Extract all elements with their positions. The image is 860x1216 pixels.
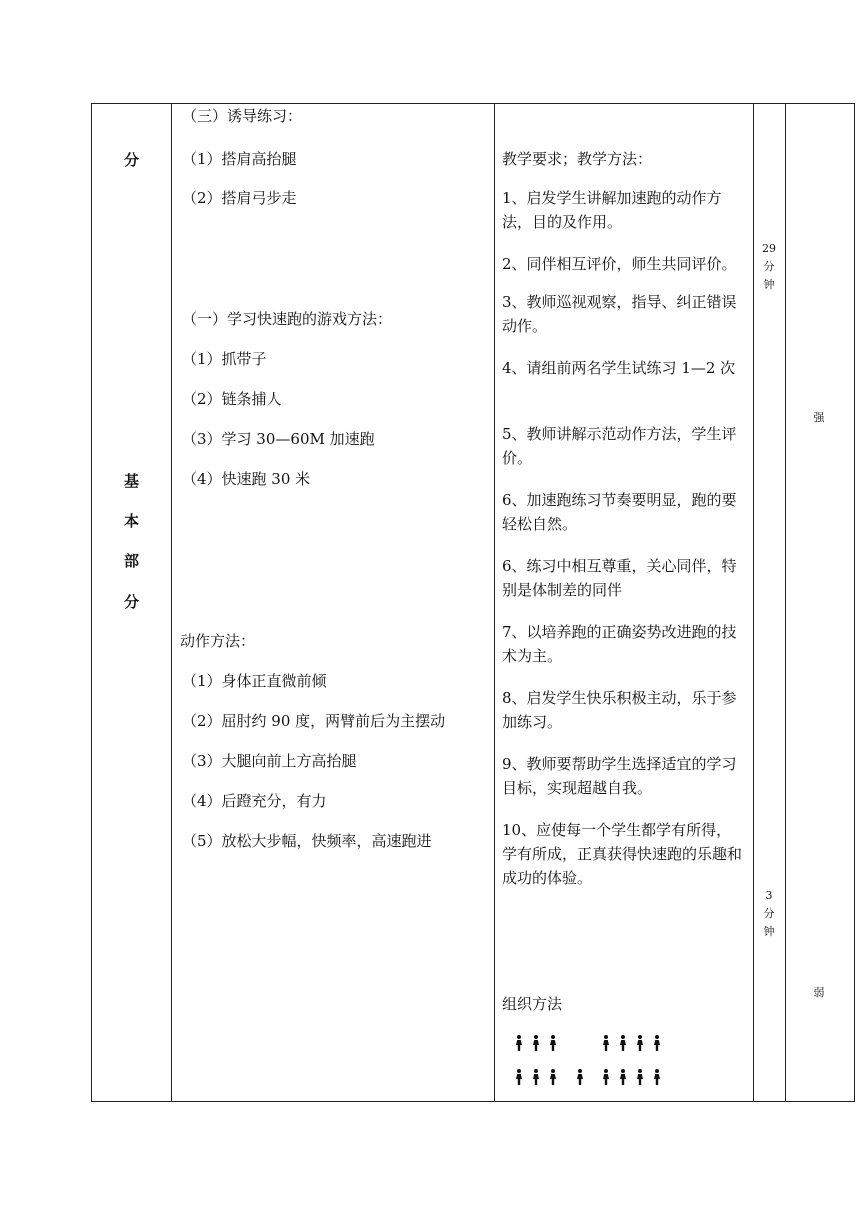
content-item: （3）大腿向前上方高抬腿 bbox=[182, 752, 357, 770]
time-unit-char: 分 bbox=[763, 907, 775, 920]
content-item: （2）搭肩弓步走 bbox=[182, 189, 297, 207]
requirement-item: 10、应使每一个学生都学有所得，学有所成，正真获得快速跑的乐趣和成功的体验。 bbox=[502, 821, 743, 887]
requirement-item: 4、请组前两名学生试练习 1—2 次 bbox=[502, 359, 736, 377]
student-figure-icon bbox=[601, 1069, 611, 1085]
section-label-top: 分 bbox=[123, 151, 139, 169]
organization-label: 组织方法 bbox=[502, 995, 563, 1013]
student-figure-icon bbox=[601, 1035, 611, 1051]
student-figure-icon bbox=[548, 1035, 558, 1051]
requirements-heading: 教学要求；教学方法： bbox=[502, 150, 653, 168]
content-item: 动作方法： bbox=[180, 632, 256, 650]
time-unit-char: 分 bbox=[763, 260, 775, 273]
column-divider bbox=[171, 104, 172, 1101]
column-divider bbox=[785, 104, 786, 1101]
student-figure-icon bbox=[548, 1069, 558, 1085]
intensity-strong: 强 bbox=[813, 411, 825, 424]
student-figure-icon bbox=[618, 1069, 628, 1085]
student-figure-icon bbox=[514, 1035, 524, 1051]
requirement-item: 6、练习中相互尊重，关心同伴，特别是体制差的同伴 bbox=[502, 557, 737, 599]
student-figure-icon bbox=[652, 1035, 662, 1051]
content-item: （4）后蹬充分，有力 bbox=[182, 792, 327, 810]
student-figure-icon bbox=[652, 1069, 662, 1085]
requirement-item: 9、教师要帮助学生选择适宜的学习目标，实现超越自我。 bbox=[502, 755, 737, 797]
content-item: （5）放松大步幅，快频率，高速跑进 bbox=[182, 832, 432, 850]
requirement-item: 5、教师讲解示范动作方法，学生评价。 bbox=[502, 425, 737, 467]
content-item: （3）学习 30—60M 加速跑 bbox=[182, 430, 375, 448]
intensity-weak: 弱 bbox=[813, 986, 825, 999]
student-figure-icon bbox=[575, 1069, 585, 1085]
content-item: （2）屈肘约 90 度，两臂前后为主摆动 bbox=[182, 712, 446, 730]
student-figure-icon bbox=[531, 1035, 541, 1051]
content-item: （1）身体正直微前倾 bbox=[182, 672, 327, 690]
time-number: 29 bbox=[762, 242, 776, 255]
content-item: （1）抓带子 bbox=[182, 350, 267, 368]
content-item: （一）学习快速跑的游戏方法： bbox=[182, 310, 393, 328]
student-figure-icon bbox=[531, 1069, 541, 1085]
requirement-item: 2、同伴相互评价，师生共同评价。 bbox=[502, 255, 737, 273]
student-figure-icon bbox=[635, 1069, 645, 1085]
column-divider bbox=[494, 104, 495, 1101]
content-item: （4）快速跑 30 米 bbox=[182, 470, 311, 488]
time-unit-char: 钟 bbox=[763, 278, 775, 291]
time-unit-char: 钟 bbox=[763, 925, 775, 938]
content-item: （1）搭肩高抬腿 bbox=[182, 150, 297, 168]
section-label-char: 分 bbox=[123, 593, 139, 611]
section-label-char: 基 bbox=[123, 472, 139, 490]
time-number: 3 bbox=[765, 889, 773, 902]
content-item: （2）链条捕人 bbox=[182, 390, 282, 408]
requirement-item: 1、启发学生讲解加速跑的动作方法，目的及作用。 bbox=[502, 189, 722, 231]
requirement-item: 6、加速跑练习节奏要明显，跑的要轻松自然。 bbox=[502, 491, 737, 533]
content-item: （三）诱导练习： bbox=[182, 107, 303, 125]
section-label-char: 部 bbox=[123, 552, 139, 570]
student-figure-icon bbox=[618, 1035, 628, 1051]
student-figure-icon bbox=[514, 1069, 524, 1085]
student-figure-icon bbox=[635, 1035, 645, 1051]
section-label-char: 本 bbox=[123, 512, 139, 530]
requirement-item: 3、教师巡视观察，指导、纠正错误动作。 bbox=[502, 293, 737, 335]
lesson-plan-table bbox=[91, 103, 855, 1102]
requirement-item: 8、启发学生快乐积极主动，乐于参加练习。 bbox=[502, 689, 737, 731]
requirement-item: 7、以培养跑的正确姿势改进跑的技术为主。 bbox=[502, 623, 737, 665]
